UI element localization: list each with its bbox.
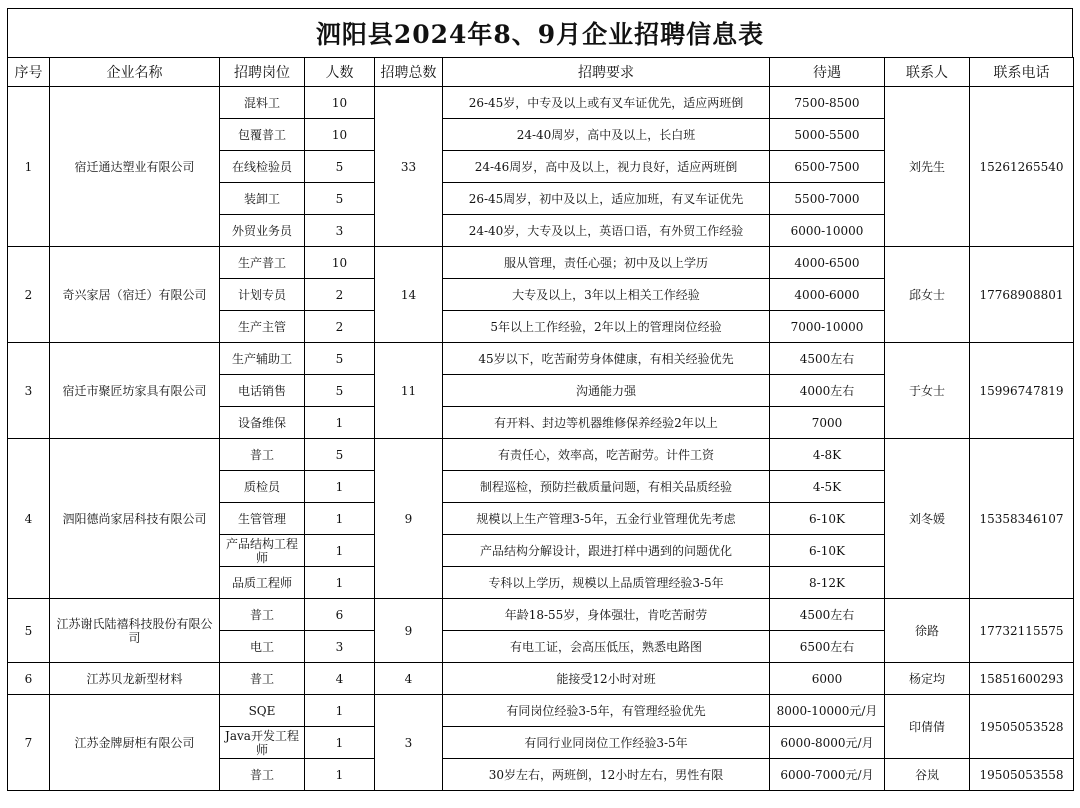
job-pay: 6000-7000元/月 [770,759,885,791]
header-cell: 招聘总数 [375,58,443,87]
job-requirement: 规模以上生产管理3-5年，五金行业管理优先考虑 [443,503,770,535]
company-name: 宿迁通达塑业有限公司 [50,87,220,247]
job-post: 质检员 [220,471,305,503]
job-requirement: 有同岗位经验3-5年，有管理经验优先 [443,695,770,727]
contact-person: 杨定均 [885,663,970,695]
job-count: 1 [305,471,375,503]
company-total: 3 [375,695,443,791]
company-name: 奇兴家居（宿迁）有限公司 [50,247,220,343]
job-pay: 7500-8500 [770,87,885,119]
job-pay: 6-10K [770,535,885,567]
recruitment-sheet [7,8,1073,791]
header-cell: 联系人 [885,58,970,87]
job-pay: 4000-6500 [770,247,885,279]
company-total: 14 [375,247,443,343]
job-requirement: 26-45周岁，初中及以上，适应加班，有叉车证优先 [443,183,770,215]
contact-phone: 15261265540 [970,87,1074,247]
job-pay: 8000-10000元/月 [770,695,885,727]
job-requirement: 大专及以上，3年以上相关工作经验 [443,279,770,311]
contact-phone: 15996747819 [970,343,1074,439]
job-pay: 6000-8000元/月 [770,727,885,759]
contact-person: 邱女士 [885,247,970,343]
job-pay: 4-8K [770,439,885,471]
job-requirement: 有电工证，会高压低压，熟悉电路图 [443,631,770,663]
company-no: 6 [8,663,50,695]
table-row [8,247,1074,279]
job-post: 设备维保 [220,407,305,439]
job-requirement: 专科以上学历，规模以上品质管理经验3-5年 [443,567,770,599]
contact-person: 徐路 [885,599,970,663]
job-count: 5 [305,375,375,407]
job-count: 5 [305,343,375,375]
job-pay: 4500左右 [770,343,885,375]
job-count: 1 [305,727,375,759]
job-pay: 6500左右 [770,631,885,663]
job-count: 5 [305,151,375,183]
table-row [8,695,1074,727]
job-post: 品质工程师 [220,567,305,599]
job-requirement: 24-40岁，大专及以上，英语口语，有外贸工作经验 [443,215,770,247]
company-name: 泗阳德尚家居科技有限公司 [50,439,220,599]
job-post: 生产辅助工 [220,343,305,375]
job-post: 普工 [220,439,305,471]
header-cell: 待遇 [770,58,885,87]
job-requirement: 有同行业同岗位工作经验3-5年 [443,727,770,759]
table-row [8,599,1074,631]
job-count: 3 [305,631,375,663]
job-requirement: 有开料、封边等机器维修保养经验2年以上 [443,407,770,439]
job-post: 混料工 [220,87,305,119]
job-pay: 5000-5500 [770,119,885,151]
job-requirement: 制程巡检，预防拦截质量问题，有相关品质经验 [443,471,770,503]
company-name: 江苏谢氏陆禧科技股份有限公司 [50,599,220,663]
job-pay: 4000左右 [770,375,885,407]
job-requirement: 24-46周岁，高中及以上，视力良好，适应两班倒 [443,151,770,183]
job-pay: 8-12K [770,567,885,599]
company-name: 江苏金牌厨柜有限公司 [50,695,220,791]
header-cell: 招聘要求 [443,58,770,87]
company-total: 9 [375,599,443,663]
job-post: Java开发工程师 [220,727,305,759]
contact-person: 谷岚 [885,759,970,791]
job-requirement: 24-40周岁，高中及以上，长白班 [443,119,770,151]
header-cell: 招聘岗位 [220,58,305,87]
job-pay: 6500-7500 [770,151,885,183]
job-requirement: 45岁以下，吃苦耐劳身体健康，有相关经验优先 [443,343,770,375]
table-row [8,87,1074,119]
job-requirement: 26-45岁，中专及以上或有叉车证优先，适应两班倒 [443,87,770,119]
job-pay: 4000-6000 [770,279,885,311]
contact-person: 印倩倩 [885,695,970,759]
contact-phone: 19505053528 [970,695,1074,759]
job-post: 计划专员 [220,279,305,311]
job-count: 5 [305,183,375,215]
job-count: 1 [305,503,375,535]
job-post: 电工 [220,631,305,663]
job-count: 3 [305,215,375,247]
company-name: 江苏贝龙新型材料 [50,663,220,695]
job-requirement: 能接受12小时对班 [443,663,770,695]
company-total: 4 [375,663,443,695]
company-total: 33 [375,87,443,247]
job-requirement: 沟通能力强 [443,375,770,407]
table-row [8,343,1074,375]
company-no: 1 [8,87,50,247]
job-post: 包覆普工 [220,119,305,151]
contact-phone: 15358346107 [970,439,1074,599]
recruitment-table [7,57,1074,791]
job-post: 在线检验员 [220,151,305,183]
contact-phone: 17732115575 [970,599,1074,663]
job-count: 1 [305,407,375,439]
job-post: 普工 [220,599,305,631]
job-pay: 4-5K [770,471,885,503]
job-pay: 7000-10000 [770,311,885,343]
company-total: 11 [375,343,443,439]
contact-phone: 15851600293 [970,663,1074,695]
sheet-title: 泗阳县2024年8、9月企业招聘信息表 [7,8,1073,57]
header-row [8,58,1074,87]
job-pay: 4500左右 [770,599,885,631]
job-count: 10 [305,247,375,279]
company-no: 7 [8,695,50,791]
company-name: 宿迁市聚匠坊家具有限公司 [50,343,220,439]
job-pay: 5500-7000 [770,183,885,215]
job-post: 产品结构工程师 [220,535,305,567]
contact-phone: 17768908801 [970,247,1074,343]
table-row [8,663,1074,695]
job-post: 外贸业务员 [220,215,305,247]
header-cell: 联系电话 [970,58,1074,87]
job-count: 1 [305,567,375,599]
job-count: 1 [305,759,375,791]
job-count: 10 [305,87,375,119]
job-post: 装卸工 [220,183,305,215]
contact-person: 于女士 [885,343,970,439]
job-pay: 6000-10000 [770,215,885,247]
table-body [8,87,1074,791]
job-count: 1 [305,695,375,727]
header-cell: 人数 [305,58,375,87]
company-no: 5 [8,599,50,663]
contact-person: 刘先生 [885,87,970,247]
job-requirement: 产品结构分解设计，跟进打样中遇到的问题优化 [443,535,770,567]
job-requirement: 5年以上工作经验，2年以上的管理岗位经验 [443,311,770,343]
job-count: 1 [305,535,375,567]
contact-person: 刘冬媛 [885,439,970,599]
header-cell: 序号 [8,58,50,87]
job-post: 生产普工 [220,247,305,279]
job-count: 4 [305,663,375,695]
contact-phone: 19505053558 [970,759,1074,791]
job-post: 生产主管 [220,311,305,343]
job-post: 普工 [220,663,305,695]
company-total: 9 [375,439,443,599]
job-post: 电话销售 [220,375,305,407]
job-requirement: 有责任心，效率高，吃苦耐劳。计件工资 [443,439,770,471]
job-pay: 7000 [770,407,885,439]
job-count: 6 [305,599,375,631]
job-pay: 6-10K [770,503,885,535]
company-no: 3 [8,343,50,439]
job-count: 10 [305,119,375,151]
job-post: 生管管理 [220,503,305,535]
job-count: 5 [305,439,375,471]
table-row [8,439,1074,471]
job-count: 2 [305,279,375,311]
header-cell: 企业名称 [50,58,220,87]
job-requirement: 年龄18-55岁，身体强壮，肯吃苦耐劳 [443,599,770,631]
company-no: 4 [8,439,50,599]
job-pay: 6000 [770,663,885,695]
job-requirement: 30岁左右，两班倒，12小时左右，男性有限 [443,759,770,791]
job-post: 普工 [220,759,305,791]
job-post: SQE [220,695,305,727]
job-count: 2 [305,311,375,343]
company-no: 2 [8,247,50,343]
job-requirement: 服从管理，责任心强；初中及以上学历 [443,247,770,279]
